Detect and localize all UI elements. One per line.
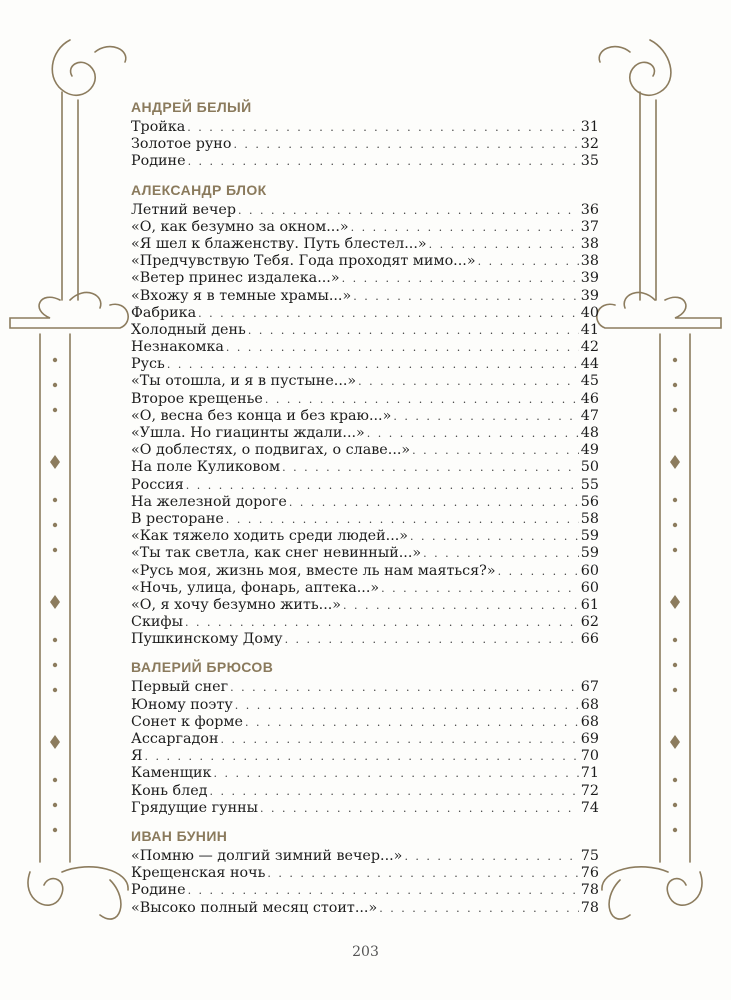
dot-leader — [404, 848, 578, 865]
entry-title: «О доблестях, о подвигах, о славе...» — [131, 442, 411, 459]
entry-title: Конь блед — [131, 782, 208, 799]
entry-title: «Ушла. Но гиацинты ждали...» — [131, 425, 365, 441]
toc-entry — [131, 800, 599, 817]
dot-leader — [198, 305, 579, 322]
dot-leader — [343, 597, 579, 614]
toc-entry — [131, 322, 599, 339]
dot-leader — [186, 477, 579, 494]
dot-leader — [145, 748, 579, 765]
entry-page-number: 58 — [580, 510, 599, 527]
toc-sections — [131, 96, 599, 917]
entry-title: Пушкинскому Дому — [131, 631, 283, 648]
table-of-contents — [131, 96, 599, 925]
entry-title: «Ты так светла, как снег невинный...» — [131, 545, 422, 562]
entry-page-number: 68 — [580, 696, 599, 713]
entry-page-number: 35 — [580, 153, 599, 170]
toc-entry — [131, 563, 599, 580]
toc-section — [131, 179, 599, 649]
entry-page-number: 50 — [580, 459, 599, 476]
entry-page-number: 37 — [580, 218, 599, 235]
entry-title: «О, весна без конца и без краю...» — [131, 407, 392, 424]
dot-leader — [235, 697, 579, 714]
toc-section — [131, 656, 599, 817]
entry-page-number: 69 — [580, 731, 599, 747]
dot-leader — [379, 900, 579, 917]
toc-entry — [131, 373, 599, 390]
entry-page-number: 38 — [580, 235, 599, 252]
toc-entry — [131, 219, 599, 236]
dot-leader — [282, 459, 579, 476]
right-column-ornament — [597, 40, 721, 919]
toc-entry — [131, 614, 599, 631]
entry-page-number: 36 — [580, 201, 599, 218]
toc-entry — [131, 202, 599, 219]
toc-entry — [131, 765, 599, 782]
entry-title: В ресторане — [131, 510, 224, 527]
toc-entry — [131, 305, 599, 322]
dot-leader — [213, 765, 578, 782]
toc-entry — [131, 848, 599, 865]
entry-title: «О, как безумно за окном...» — [131, 218, 349, 235]
dot-leader — [265, 391, 579, 408]
entry-page-number: 31 — [580, 119, 599, 135]
toc-entry — [131, 714, 599, 731]
entry-title: «Я шел к блаженству. Путь блестел...» — [131, 235, 427, 252]
toc-entry — [131, 288, 599, 305]
entry-title: «Ты отошла, и я в пустыне...» — [131, 373, 357, 390]
toc-entry — [131, 865, 599, 882]
toc-entry — [131, 339, 599, 356]
dot-leader — [220, 731, 578, 748]
dot-leader — [167, 356, 579, 373]
entry-title: «Предчувствую Тебя. Года проходят мимо...» — [131, 253, 476, 270]
entry-page-number: 78 — [580, 899, 599, 916]
entry-title: Русь — [131, 356, 165, 373]
dot-leader — [412, 442, 579, 459]
toc-section — [131, 96, 599, 171]
entry-page-number: 68 — [580, 713, 599, 730]
entry-title: Холодный день — [131, 321, 246, 338]
entry-page-number: 60 — [580, 579, 599, 596]
author-heading: АНДРЕЙ БЕЛЫЙ — [131, 99, 252, 115]
entry-page-number: 59 — [580, 545, 599, 562]
entry-page-number: 46 — [580, 390, 599, 407]
entry-page-number: 74 — [580, 799, 599, 816]
dot-leader — [226, 511, 579, 528]
entry-title: Родине — [131, 882, 186, 899]
entry-title: «Вхожу я в темные храмы...» — [131, 287, 352, 304]
dot-leader — [230, 679, 579, 696]
entry-title: «Помню — долгий зимний вечер...» — [131, 847, 403, 864]
dot-leader — [358, 373, 579, 390]
dot-leader — [260, 800, 579, 817]
dot-leader — [478, 253, 579, 270]
dot-leader — [393, 408, 578, 425]
entry-title: Юному поэту — [131, 696, 233, 713]
entry-page-number: 32 — [580, 136, 599, 153]
entry-title: Я — [131, 748, 143, 765]
dot-leader — [423, 545, 579, 562]
toc-entry — [131, 119, 599, 136]
toc-entry — [131, 511, 599, 528]
entry-title: Грядущие гунны — [131, 799, 259, 816]
dot-leader — [185, 614, 579, 631]
toc-entry — [131, 253, 599, 270]
entry-title: Сонет к форме — [131, 713, 244, 730]
entry-page-number: 39 — [580, 287, 599, 304]
toc-entry — [131, 631, 599, 648]
toc-entry — [131, 391, 599, 408]
entry-page-number: 67 — [580, 679, 599, 696]
entry-page-number: 39 — [580, 270, 599, 287]
toc-entry — [131, 597, 599, 614]
entry-title: На железной дороге — [131, 493, 287, 510]
toc-entry — [131, 731, 599, 748]
toc-entry — [131, 783, 599, 800]
entry-page-number: 62 — [580, 614, 599, 631]
entry-title: «Высоко полный месяц стоит...» — [131, 899, 378, 916]
toc-entry — [131, 356, 599, 373]
entry-title: Тройка — [131, 119, 186, 135]
toc-entry — [131, 494, 599, 511]
toc-entry — [131, 580, 599, 597]
entry-title: Россия — [131, 476, 184, 493]
page-number: 203 — [352, 944, 379, 960]
left-column-ornament — [10, 40, 128, 919]
toc-entry — [131, 236, 599, 253]
entry-page-number: 55 — [580, 476, 599, 493]
entry-title: «Ветер принес издалека...» — [131, 270, 340, 287]
entry-page-number: 41 — [580, 321, 599, 338]
toc-entry — [131, 697, 599, 714]
toc-entry — [131, 528, 599, 545]
dot-leader — [233, 136, 578, 153]
dot-leader — [342, 270, 579, 287]
entry-title: Скифы — [131, 614, 183, 631]
dot-leader — [289, 494, 579, 511]
dot-leader — [226, 339, 579, 356]
dot-leader — [248, 322, 579, 339]
entry-page-number: 75 — [580, 847, 599, 864]
toc-entry — [131, 477, 599, 494]
dot-leader — [188, 153, 579, 170]
entry-title: «Как тяжело ходить среди людей...» — [131, 528, 409, 545]
entry-page-number: 70 — [580, 748, 599, 765]
entry-title: Родине — [131, 153, 186, 170]
toc-entry — [131, 425, 599, 442]
toc-entry — [131, 679, 599, 696]
entry-title: «Русь моя, жизнь моя, вместе ль нам маяться?» — [131, 562, 496, 579]
dot-leader — [245, 714, 579, 731]
dot-leader — [498, 563, 579, 580]
entry-page-number: 49 — [580, 442, 599, 459]
entry-page-number: 72 — [580, 782, 599, 799]
entry-page-number: 59 — [580, 528, 599, 545]
dot-leader — [353, 288, 579, 305]
entry-title: «О, я хочу безумно жить...» — [131, 596, 342, 613]
entry-title: Второе крещенье — [131, 390, 263, 407]
dot-leader — [209, 783, 578, 800]
toc-entry — [131, 270, 599, 287]
entry-page-number: 42 — [580, 339, 599, 356]
entry-page-number: 78 — [580, 882, 599, 899]
entry-page-number: 47 — [580, 407, 599, 424]
entry-page-number: 76 — [580, 865, 599, 882]
author-heading: АЛЕКСАНДР БЛОК — [131, 181, 267, 198]
entry-page-number: 60 — [580, 562, 599, 579]
toc-entry — [131, 408, 599, 425]
entry-page-number: 66 — [580, 631, 599, 648]
dot-leader — [285, 631, 579, 648]
toc-entry — [131, 900, 599, 917]
toc-entry — [131, 153, 599, 170]
entry-page-number: 61 — [580, 596, 599, 613]
entry-page-number: 44 — [580, 356, 599, 373]
toc-entry — [131, 442, 599, 459]
entry-title: Золотое руно — [131, 136, 232, 153]
entry-page-number: 45 — [580, 373, 599, 390]
entry-title: Незнакомка — [131, 339, 224, 356]
dot-leader — [187, 119, 579, 136]
dot-leader — [410, 528, 579, 545]
toc-entry — [131, 459, 599, 476]
dot-leader — [267, 865, 578, 882]
dot-leader — [381, 580, 579, 597]
entry-page-number: 40 — [580, 304, 599, 321]
toc-entry — [131, 545, 599, 562]
dot-leader — [238, 202, 579, 219]
entry-title: Первый снег — [131, 679, 229, 696]
toc-entry — [131, 748, 599, 765]
entry-title: Крещенская ночь — [131, 865, 266, 882]
dot-leader — [367, 425, 579, 442]
toc-section — [131, 825, 599, 917]
dot-leader — [429, 236, 579, 253]
entry-page-number: 38 — [580, 253, 599, 270]
author-heading: ВАЛЕРИЙ БРЮСОВ — [131, 659, 274, 676]
toc-entry — [131, 136, 599, 153]
entry-page-number: 71 — [580, 765, 599, 782]
entry-title: Каменщик — [131, 765, 212, 782]
dot-leader — [188, 882, 579, 899]
entry-title: На поле Куликовом — [131, 459, 281, 476]
entry-title: Ассаргадон — [131, 731, 219, 747]
author-heading: ИВАН БУНИН — [131, 827, 228, 844]
entry-title: «Ночь, улица, фонарь, аптека...» — [131, 579, 380, 596]
entry-page-number: 56 — [580, 493, 599, 510]
dot-leader — [351, 219, 579, 236]
entry-page-number: 48 — [580, 425, 599, 441]
toc-entry — [131, 882, 599, 899]
entry-title: Летний вечер — [131, 201, 237, 218]
entry-title: Фабрика — [131, 304, 197, 321]
